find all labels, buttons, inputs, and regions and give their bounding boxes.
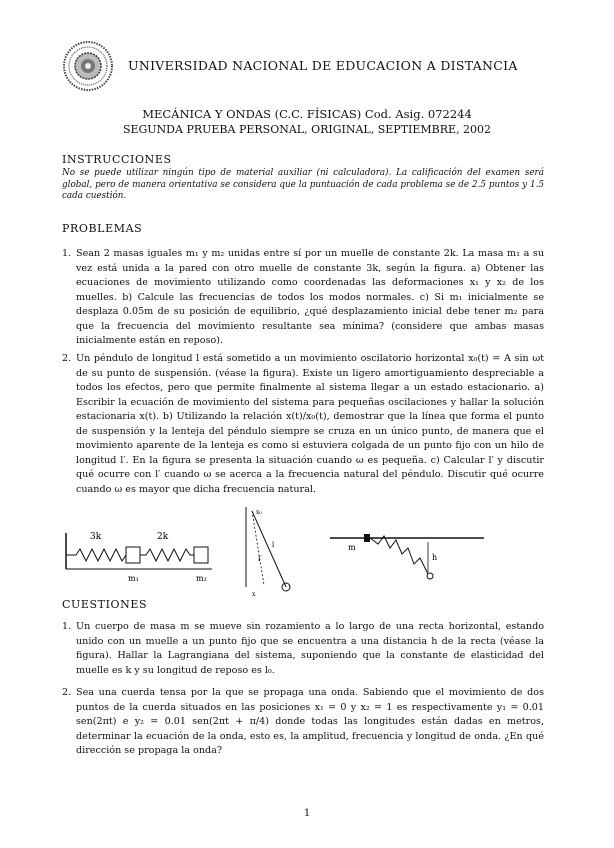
spring-1-label: 3k [90,532,102,542]
spring-mass-figure [62,525,222,585]
course-title: MECÁNICA Y ONDAS (C.C. FÍSICAS) Cod. Asig. 072244 [142,107,472,121]
problem-1-number: 1. [62,248,72,259]
problem-2 [62,352,544,497]
mass-1-label: m₁ [128,574,139,583]
track-height-label: h [432,553,438,562]
track-mass-label: m [348,543,356,552]
question-2-number: 2. [62,687,72,698]
problem-1 [62,247,544,349]
question-2 [62,686,544,759]
mass-2-label: m₂ [196,574,207,583]
problem-2-text: Un péndulo de longitud l está sometido a un movimiento oscilatorio horizontal x₀(t) = A sin ωt de su punto de suspensión. (véase la figura). Existe un ligero amortiguamiento despreciable a todos los efectos, pero que permite finalmente al sistema llegar a un estado estacionario. a) Escribir la ecuación de movimiento del sistema para pequeñas oscilaciones y hallar la solución estacionaria x(t). b) Utilizando la relación x(t)/x₀(t), demostrar que la línea que forma el punto de suspensión y la lenteja del péndulo siempre se cruza en un único punto, de manera que el movimiento aparente de la lenteja es como si estuviera colgada de un punto fijo con un hilo de longitud l′. En la figura se presenta la situación cuando ω es pequeña. c) Calcular l′ y discutir qué ocurre con l′ cuando ω se acerca a la frecuencia natural del péndulo. Discutir qué ocurre cuando ω es mayor que dicha frecuencia natural. [76,353,544,495]
university-name: UNIVERSIDAD NACIONAL DE EDUCACION A DISTANCIA [128,58,518,73]
track-spring-figure [328,520,488,590]
question-2-text: Sea una cuerda tensa por la que se propaga una onda. Sabiendo que el movimiento de dos puntos de la cuerda situados en las posiciones x₁ = 0 y x₂ = 1 es respectivamente y₁ = 0.01 sen(2πt) e y₂ = 0.01 sen(2πt + π/4) donde todas las longitudes están dadas en metros, determinar la ecuación de la onda, esto es, la amplitud, frecuencia y longitud de onda. ¿En qué dirección se propaga la onda? [76,687,544,756]
pendulum-figure [242,505,302,600]
page-number: 1 [303,808,311,819]
problem-2-number: 2. [62,353,72,364]
problems-heading: PROBLEMAS [62,222,143,235]
pendulum-effective-length-label: l′ [258,555,262,563]
exam-title: SEGUNDA PRUEBA PERSONAL, ORIGINAL, SEPTIEMBRE, 2002 [122,123,492,136]
instructions-text: No se puede utilizar ningún tipo de material auxiliar (ni calculadora). La calificación del examen será global, pero de manera orientativa se considera que la puntuación de cada problema se de 2.5 puntos y 1.5 cada cuestión. [62,168,544,201]
university-seal-icon [62,40,114,92]
pendulum-length-label: l [272,541,275,549]
pendulum-x-label: x [252,591,256,598]
questions-heading: CUESTIONES [62,598,148,611]
question-1-text: Un cuerpo de masa m se mueve sin rozamiento a lo largo de una recta horizontal, estando unido con un muelle a un punto fijo que se encuentra a una distancia h de la recta (véase la figura). Hallar la Lagrangiana del sistema, suponiendo que la constante de elasticidad del muelle es k y su longitud de reposo es l₀. [76,621,544,676]
question-1 [62,620,544,678]
spring-2-label: 2k [157,532,169,542]
question-1-number: 1. [62,621,72,632]
problem-1-text: Sean 2 masas iguales m₁ y m₂ unidas entre sí por un muelle de constante 2k. La masa m₁ a su vez está unida a la pared con otro muelle de constante 3k, según la figura. a) Obtener las ecuaciones de movimiento utilizando como coordenadas las deformaciones x₁ y x₂ de los muelles. b) Calcule las frecuencias de todos los modos normales. c) Si m₁ inicialmente se desplaza 0.05m de su posición de equilibrio, ¿qué desplazamiento inicial debe tener m₂ para que la frecuencia del movimiento resultante sea mínima? (considere que ambas masas inicialmente están en reposo). [76,248,544,346]
pendulum-x0-label: x₀ [256,509,262,516]
instructions-heading: INSTRUCCIONES [62,153,172,166]
